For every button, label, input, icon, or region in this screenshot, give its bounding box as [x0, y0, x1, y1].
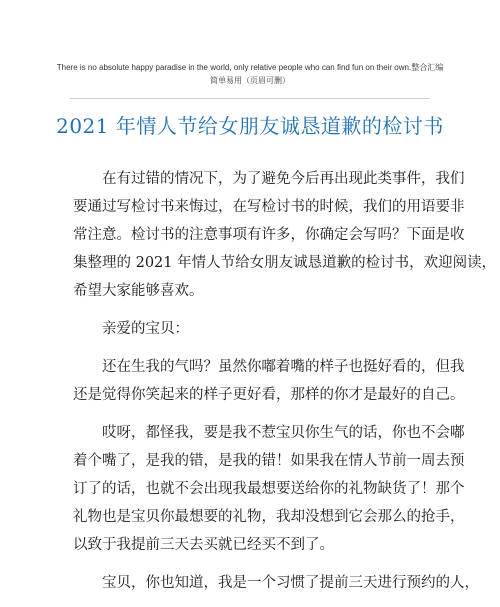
paragraph-intro — [73, 165, 497, 305]
paragraph-salutation — [73, 315, 433, 343]
paragraph-line: 在有过错的情况下，为了避免今后再出现此类事件，我们 — [102, 171, 465, 187]
page-header-note: 简单易用（页眉可删） — [210, 76, 290, 85]
paragraph-line: 常注意。检讨书的注意事项有许多，你确定会写吗？下面是收 — [73, 227, 465, 243]
header-divider — [70, 98, 430, 99]
paragraph-line: 以致于我提前三天去买就已经买不到了。 — [73, 537, 334, 553]
paragraph-body-3 — [73, 569, 479, 597]
document-body — [73, 165, 497, 607]
paragraph-line: 要通过写检讨书来悔过，在写检讨书的时候，我们的用语要非 — [73, 199, 465, 215]
paragraph-body-2 — [73, 419, 465, 559]
paragraph-line: 礼物也是宝贝你最想要的礼物，我却没想到它会那么的抢手， — [73, 509, 465, 525]
paragraph-line: 集整理的 2021 年情人节给女朋友诚恳道歉的检讨书，欢迎阅读， — [73, 255, 497, 271]
paragraph-body-1 — [73, 353, 465, 409]
paragraph-line: 订了的话，也就不会出现我最想要送给你的礼物缺货了！那个 — [73, 481, 465, 497]
paragraph-line: 希望大家能够喜欢。 — [73, 283, 204, 299]
paragraph-line: 还在生我的气吗？虽然你嘟着嘴的样子也挺好看的，但我 — [102, 359, 465, 375]
page-header-quote: There is no absolute happy paradise in the world, only relative people who can find fun on their own.整合汇编 — [56, 63, 444, 72]
paragraph-line: 还是觉得你笑起来的样子更好看，那样的你才是最好的自己。 — [73, 387, 465, 403]
document-title: 2021 年情人节给女朋友诚恳道歉的检讨书 — [56, 114, 444, 138]
paragraph-line: 哎呀，都怪我，要是我不惹宝贝你生气的话，你也不会嘟 — [102, 425, 465, 441]
paragraph-line: 亲爱的宝贝： — [102, 321, 189, 337]
paragraph-line: 着个嘴了，是我的错，是我的错！如果我在情人节前一周去预 — [73, 453, 465, 469]
paragraph-line: 宝贝，你也知道，我是一个习惯了提前三天进行预约的人， — [102, 575, 479, 591]
